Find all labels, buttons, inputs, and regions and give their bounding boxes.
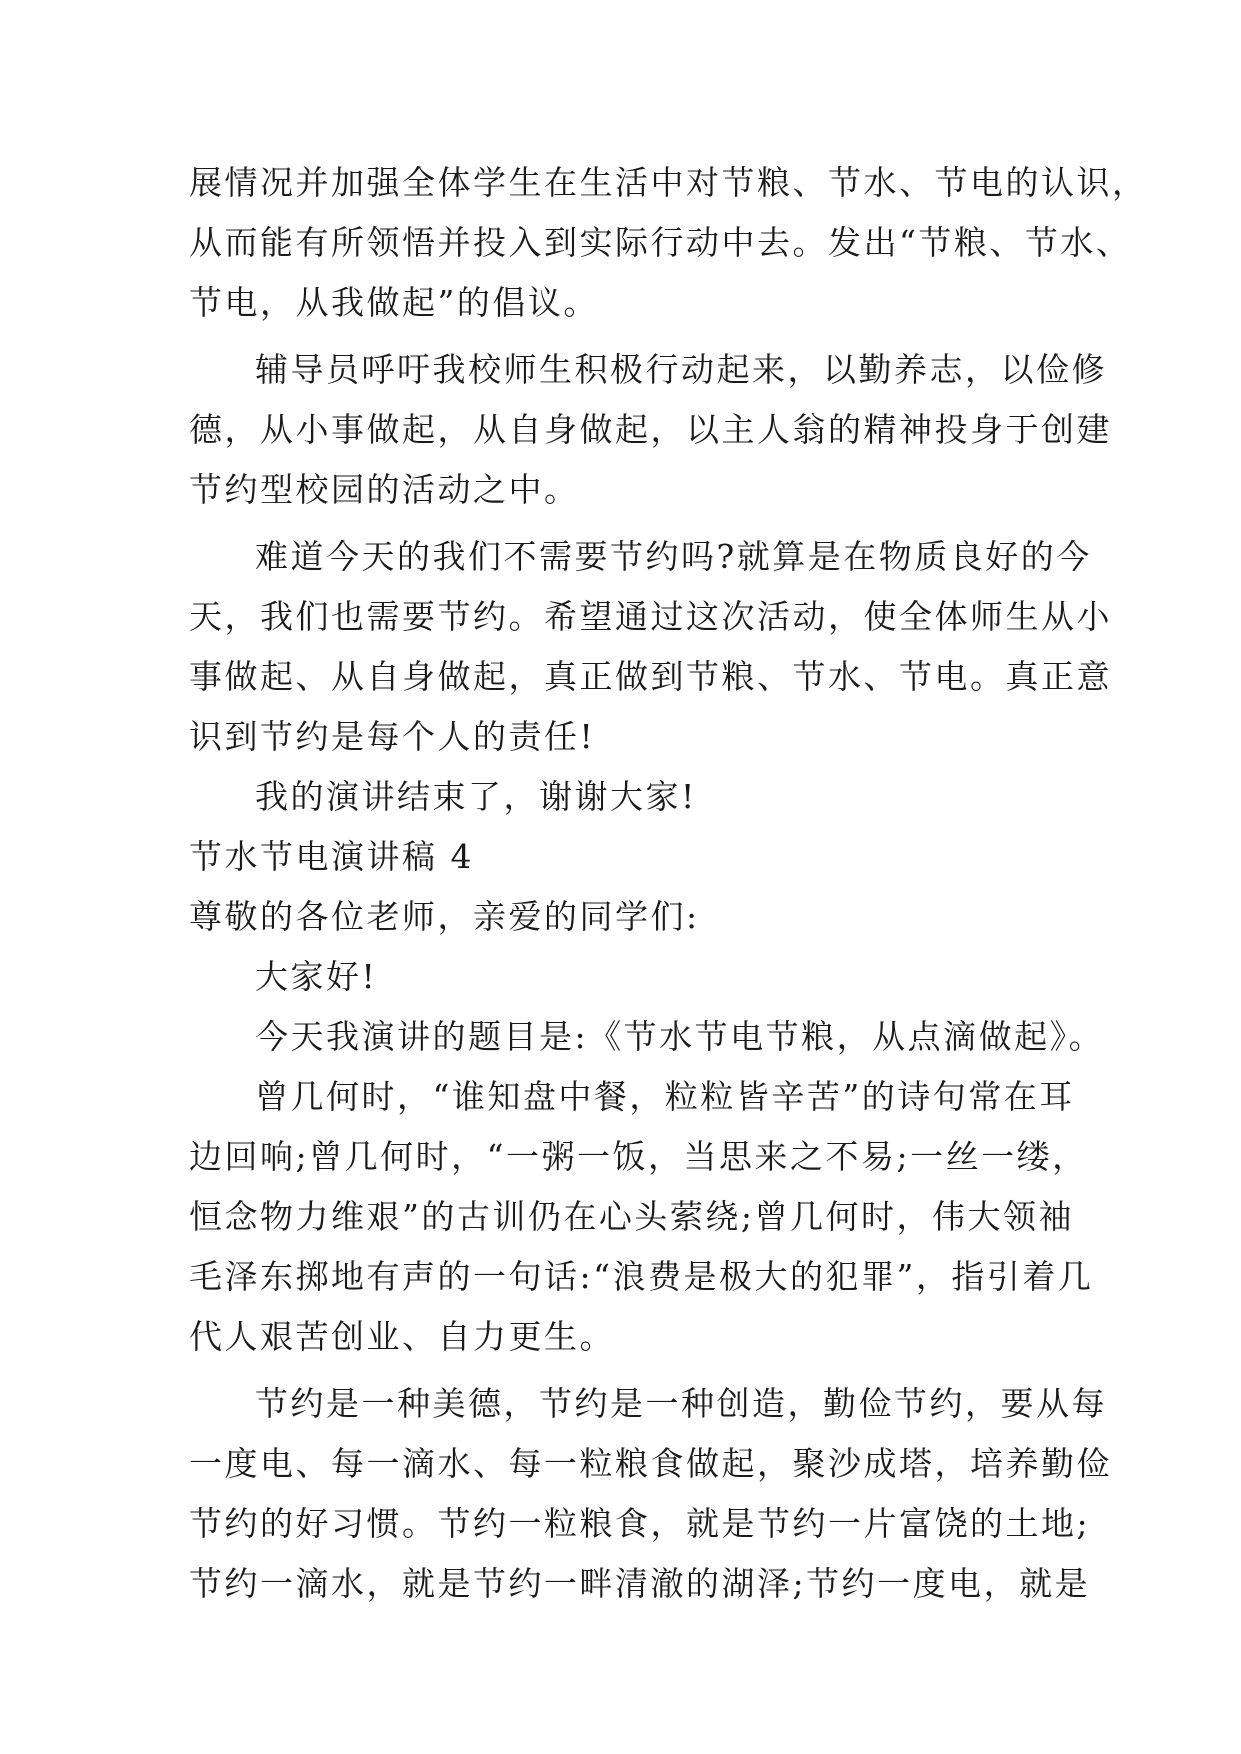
paragraph-6-line-3: 节约的好习惯。节约一粒粮食，就是节约一片富饶的土地; [189,1504,1091,1543]
paragraph-3-line-2: 天，我们也需要节约。希望通过这次活动，使全体师生从小 [189,597,1112,636]
paragraph-3-line-4: 识到节约是每个人的责任! [189,717,596,756]
paragraph-5-line-5: 代人艰苦创业、自力更生。 [189,1317,615,1356]
paragraph-6-line-1: 节约是一种美德，节约是一种创造，勤俭节约，要从每 [255,1384,1107,1423]
paragraph-3-line-3: 事做起、从自身做起，真正做到节粮、节水、节电。真正意 [189,657,1112,696]
greeting: 大家好! [255,957,378,996]
paragraph-5-line-3: 恒念物力维艰”的古训仍在心头萦绕;曾几何时，伟大领袖 [189,1197,1074,1236]
paragraph-4: 我的演讲结束了，谢谢大家! [255,777,697,816]
paragraph-2-line-1: 辅导员呼吁我校师生积极行动起来，以勤养志，以俭修 [255,350,1107,389]
speech-topic: 今天我演讲的题目是:《节水节电节粮，从点滴做起》。 [255,1017,1105,1056]
paragraph-5-line-1: 曾几何时，“谁知盘中餐，粒粒皆辛苦”的诗句常在耳 [255,1077,1075,1116]
section-heading: 节水节电演讲稿 4 [189,837,474,876]
paragraph-1-line-2: 从而能有所领悟并投入到实际行动中去。发出“节粮、节水、 [189,223,1132,262]
paragraph-5-line-4: 毛泽东掷地有声的一句话:“浪费是极大的犯罪”，指引着几 [189,1257,1094,1296]
paragraph-3-line-1: 难道今天的我们不需要节约吗?就算是在物质良好的今 [255,537,1092,576]
text-block-upper [189,153,1148,1614]
paragraph-1-line-1: 展情况并加强全体学生在生活中对节粮、节水、节电的认识， [189,163,1148,202]
paragraph-1-line-3: 节电，从我做起”的倡议。 [189,283,599,322]
salutation: 尊敬的各位老师，亲爱的同学们: [189,897,700,936]
paragraph-2-line-3: 节约型校园的活动之中。 [189,470,580,509]
paragraph-5-line-2: 边回响;曾几何时，“一粥一饭，当思来之不易;一丝一缕， [189,1137,1088,1176]
paragraph-2-line-2: 德，从小事做起，从自身做起，以主人翁的精神投身于创建 [189,410,1112,449]
paragraph-6-line-2: 一度电、每一滴水、每一粒粮食做起，聚沙成塔，培养勤俭 [189,1444,1112,1483]
paragraph-6-line-4: 节约一滴水，就是节约一畔清澈的湖泽;节约一度电，就是 [189,1564,1091,1603]
